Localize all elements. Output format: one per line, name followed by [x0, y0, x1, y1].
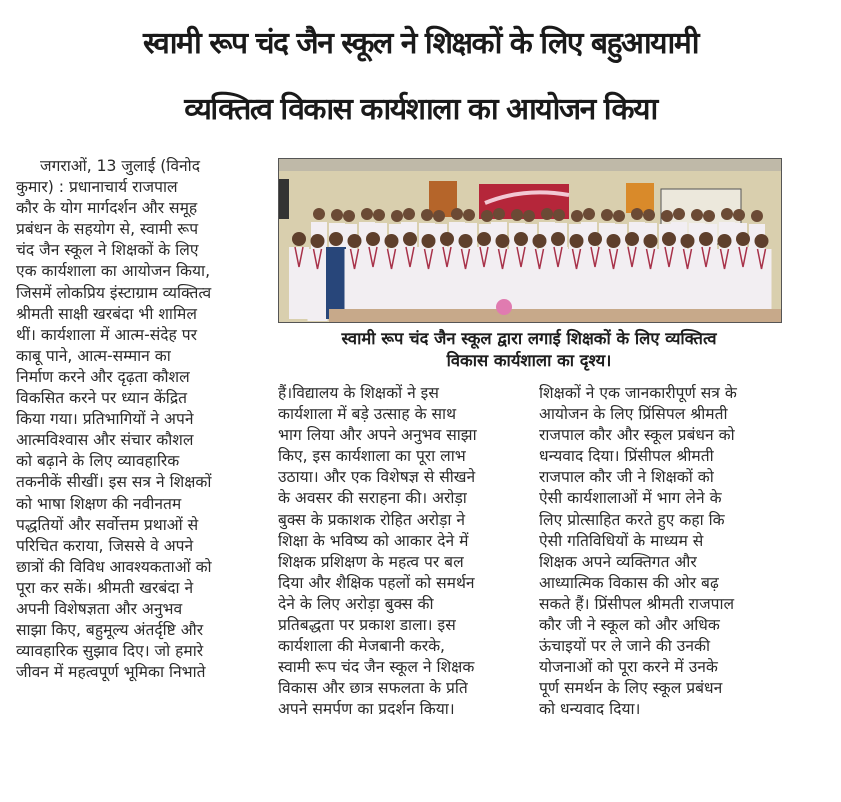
person-head	[385, 234, 399, 248]
person-head	[662, 232, 676, 246]
article-line: कार्यशाला की मेजबानी करके,	[278, 637, 446, 656]
person-head	[391, 210, 403, 222]
person-head	[736, 232, 750, 246]
article-column-2	[278, 383, 516, 721]
person-head	[421, 209, 433, 221]
person-head	[681, 234, 695, 248]
person-head	[607, 234, 621, 248]
person-body	[474, 247, 494, 319]
article-line: शिक्षकों ने एक जानकारीपूर्ण सत्र के	[539, 384, 737, 402]
person-head	[553, 209, 565, 221]
person-head	[755, 234, 769, 248]
article-line: कार्यशाला में बड़े उत्साह के साथ	[278, 405, 457, 424]
person-head	[331, 209, 343, 221]
person-body	[511, 247, 531, 319]
article-column-3	[539, 383, 779, 721]
article-line: साझा किए, बहुमूल्य अंतर्दृष्टि और	[16, 621, 204, 640]
article-line: प्रबंधन के सहयोग से, स्वामी रूप	[16, 220, 199, 239]
article-line: अपने समर्पण का प्रदर्शन किया।	[278, 700, 455, 719]
article-line: पद्धतियों और सर्वोत्तम प्रथाओं से	[16, 515, 199, 534]
person-head	[625, 232, 639, 246]
article-line: देने के लिए अरोड़ा बुक्स की	[278, 594, 434, 613]
person-head	[643, 209, 655, 221]
article-line: अपनी विशेषज्ञता और अनुभव	[16, 599, 183, 618]
person-body	[437, 247, 457, 319]
person-head	[361, 208, 373, 220]
person-head	[348, 234, 362, 248]
article-line: व्यावहारिक सुझाव दिए। जो हमारे	[16, 642, 204, 661]
person-head	[523, 210, 535, 222]
article-line: को धन्यवाद दिया।	[539, 700, 641, 719]
person-head	[703, 210, 715, 222]
headline-line-1: स्वामी रूप चंद जैन स्कूल ने शिक्षकों के लिए बहुआयामी	[142, 26, 699, 61]
article-line: विकसित करने पर ध्यान केंद्रित	[16, 389, 188, 408]
person-head	[493, 208, 505, 220]
article-line: आध्यात्मिक विकास की ओर बढ़	[539, 573, 719, 592]
article-line: योजनाओं को पूरा करने में उनके	[539, 658, 718, 677]
article-line: स्वामी रूप चंद जैन स्कूल ने शिक्षक	[278, 658, 475, 677]
person-head	[343, 210, 355, 222]
article-line: जगराओं, 13 जुलाई (विनोद	[40, 157, 200, 175]
person-head	[533, 234, 547, 248]
article-line: परिचित कराया, जिससे वे अपने	[16, 536, 194, 555]
photo-caption-line-2: विकास कार्यशाला का दृश्य।	[446, 351, 612, 370]
person-body	[326, 247, 346, 319]
article-line: थीं। कार्यशाला में आत्म-संदेह पर	[16, 325, 197, 344]
article-line: उठाया। और एक विशेषज्ञ से सीखने	[278, 468, 476, 487]
photo-caption-line-1: स्वामी रूप चंद जैन स्कूल द्वारा लगाई शिक्षकों के लिए व्यक्तित्व	[341, 329, 717, 348]
article-line: कौर के योग मार्गदर्शन और समूह	[16, 199, 198, 218]
person-head	[751, 210, 763, 222]
person-body	[400, 247, 420, 319]
article-line: बुक्स के प्रकाशक रोहित अरोड़ा ने	[278, 510, 466, 529]
article-line: ऊंचाइयों पर ले जाने की उनकी	[539, 637, 711, 656]
person-head	[571, 210, 583, 222]
article-line: पूरा कर सकें। श्रीमती खरबंदा ने	[16, 578, 194, 597]
person-head	[403, 232, 417, 246]
article-line: प्रतिबद्धता पर प्रकाश डाला। इस	[278, 616, 456, 635]
person-body	[585, 247, 605, 319]
article-line: राजपाल कौर और स्कूल प्रबंधन को	[539, 426, 735, 445]
article-line: विकास और छात्र सफलता के प्रति	[278, 679, 468, 698]
article-line: सकते हैं। प्रिंसीपल श्रीमती राजपाल	[539, 594, 735, 613]
article-line: चंद जैन स्कूल ने शिक्षकों के लिए	[16, 241, 199, 260]
person-head	[551, 232, 565, 246]
person-head	[329, 232, 343, 246]
person-head	[422, 234, 436, 248]
article-line: हैं।विद्यालय के शिक्षकों ने इस	[278, 384, 439, 402]
person-body	[289, 247, 309, 319]
article-line: जिसमें लोकप्रिय इंस्टाग्राम व्यक्तित्व	[16, 283, 212, 302]
article-line: शिक्षा के भविष्य को आकार देने में	[278, 531, 469, 550]
person-body	[363, 247, 383, 319]
person-head	[644, 234, 658, 248]
article-line: राजपाल कौर जी ने शिक्षकों को	[539, 468, 714, 487]
person-head	[433, 210, 445, 222]
article-line: लिए प्रोत्साहित करते हुए कहा कि	[539, 510, 725, 529]
person-head	[292, 232, 306, 246]
person-head	[583, 208, 595, 220]
person-head	[661, 210, 673, 222]
person-body	[622, 247, 642, 319]
article-line: को भाषा शिक्षण की नवीनतम	[16, 494, 182, 513]
person-head	[463, 209, 475, 221]
person-head	[514, 232, 528, 246]
group-photo	[278, 158, 782, 323]
person-head	[511, 209, 523, 221]
article-line: श्रीमती साक्षी खरबंदा भी शामिल	[16, 304, 197, 323]
person-head	[373, 209, 385, 221]
person-head	[311, 234, 325, 248]
person-head	[403, 208, 415, 220]
person-head	[691, 209, 703, 221]
article-line: दिया और शैक्षिक पहलों को समर्थन	[278, 573, 475, 592]
article-line: किया गया। प्रतिभागियों ने अपने	[16, 410, 194, 429]
person-head	[366, 232, 380, 246]
article-line: आयोजन के लिए प्रिंसिपल श्रीमती	[539, 405, 728, 424]
article-line: कुमार) : प्रधानाचार्य राजपाल	[16, 178, 178, 197]
article-line: पूर्ण समर्थन के लिए स्कूल प्रबंधन	[539, 679, 723, 698]
person-head	[601, 209, 613, 221]
person-head	[613, 210, 625, 222]
article-line: ऐसी गतिविधियों के माध्यम से	[539, 531, 704, 550]
person-body	[308, 249, 328, 321]
article-line: शिक्षक प्रशिक्षण के महत्व पर बल	[278, 552, 464, 571]
photo-speaker	[279, 179, 289, 219]
photo-table	[329, 309, 781, 322]
article-line: काबू पाने, आत्म-सम्मान का	[16, 346, 171, 365]
group-photo-illustration	[279, 159, 781, 322]
person-head	[541, 208, 553, 220]
photo-poster-right	[626, 183, 654, 213]
article-line: आत्मविश्वास और संचार कौशल	[16, 431, 194, 450]
article-line: को बढ़ाने के लिए व्यावहारिक	[16, 452, 180, 471]
person-head	[459, 234, 473, 248]
article-column-1	[16, 156, 258, 683]
article-line: धन्यवाद दिया। प्रिंसीपल श्रीमती	[539, 447, 714, 466]
photo-caption	[278, 328, 780, 372]
article-line: एक कार्यशाला का आयोजन किया,	[16, 262, 211, 281]
article-line: छात्रों की विविध आवश्यकताओं को	[16, 557, 212, 576]
person-head	[440, 232, 454, 246]
person-head	[496, 234, 510, 248]
headline-line-2: व्यक्तित्व विकास कार्यशाला का आयोजन किया	[184, 92, 657, 127]
person-head	[733, 209, 745, 221]
photo-ceiling	[279, 159, 781, 171]
person-body	[548, 247, 568, 319]
article-line: ऐसी कार्यशालाओं में भाग लेने के	[539, 489, 722, 508]
person-body	[733, 247, 753, 319]
person-body	[696, 247, 716, 319]
article-line: किए, इस कार्यशाला का पूरा लाभ	[278, 447, 466, 466]
person-head	[699, 232, 713, 246]
person-body	[659, 247, 679, 319]
photo-flowers	[496, 299, 512, 315]
article-line: निर्माण करने और दृढ़ता कौशल	[16, 367, 190, 386]
person-head	[721, 208, 733, 220]
article-line: शिक्षक अपने व्यक्तिगत और	[539, 552, 697, 571]
article-line: भाग लिया और अपने अनुभव साझा	[278, 426, 477, 445]
person-head	[570, 234, 584, 248]
article-line: जीवन में महत्वपूर्ण भूमिका निभाते	[16, 663, 206, 682]
person-head	[481, 210, 493, 222]
article-line: तकनीकें सीखीं। इस सत्र ने शिक्षकों	[16, 473, 212, 492]
person-head	[477, 232, 491, 246]
person-head	[451, 208, 463, 220]
person-head	[588, 232, 602, 246]
person-head	[718, 234, 732, 248]
person-head	[313, 208, 325, 220]
article-line: के अवसर की सराहना की। अरोड़ा	[278, 489, 467, 508]
article-line: कौर जी ने स्कूल को और अधिक	[539, 616, 720, 635]
person-head	[631, 208, 643, 220]
person-head	[673, 208, 685, 220]
